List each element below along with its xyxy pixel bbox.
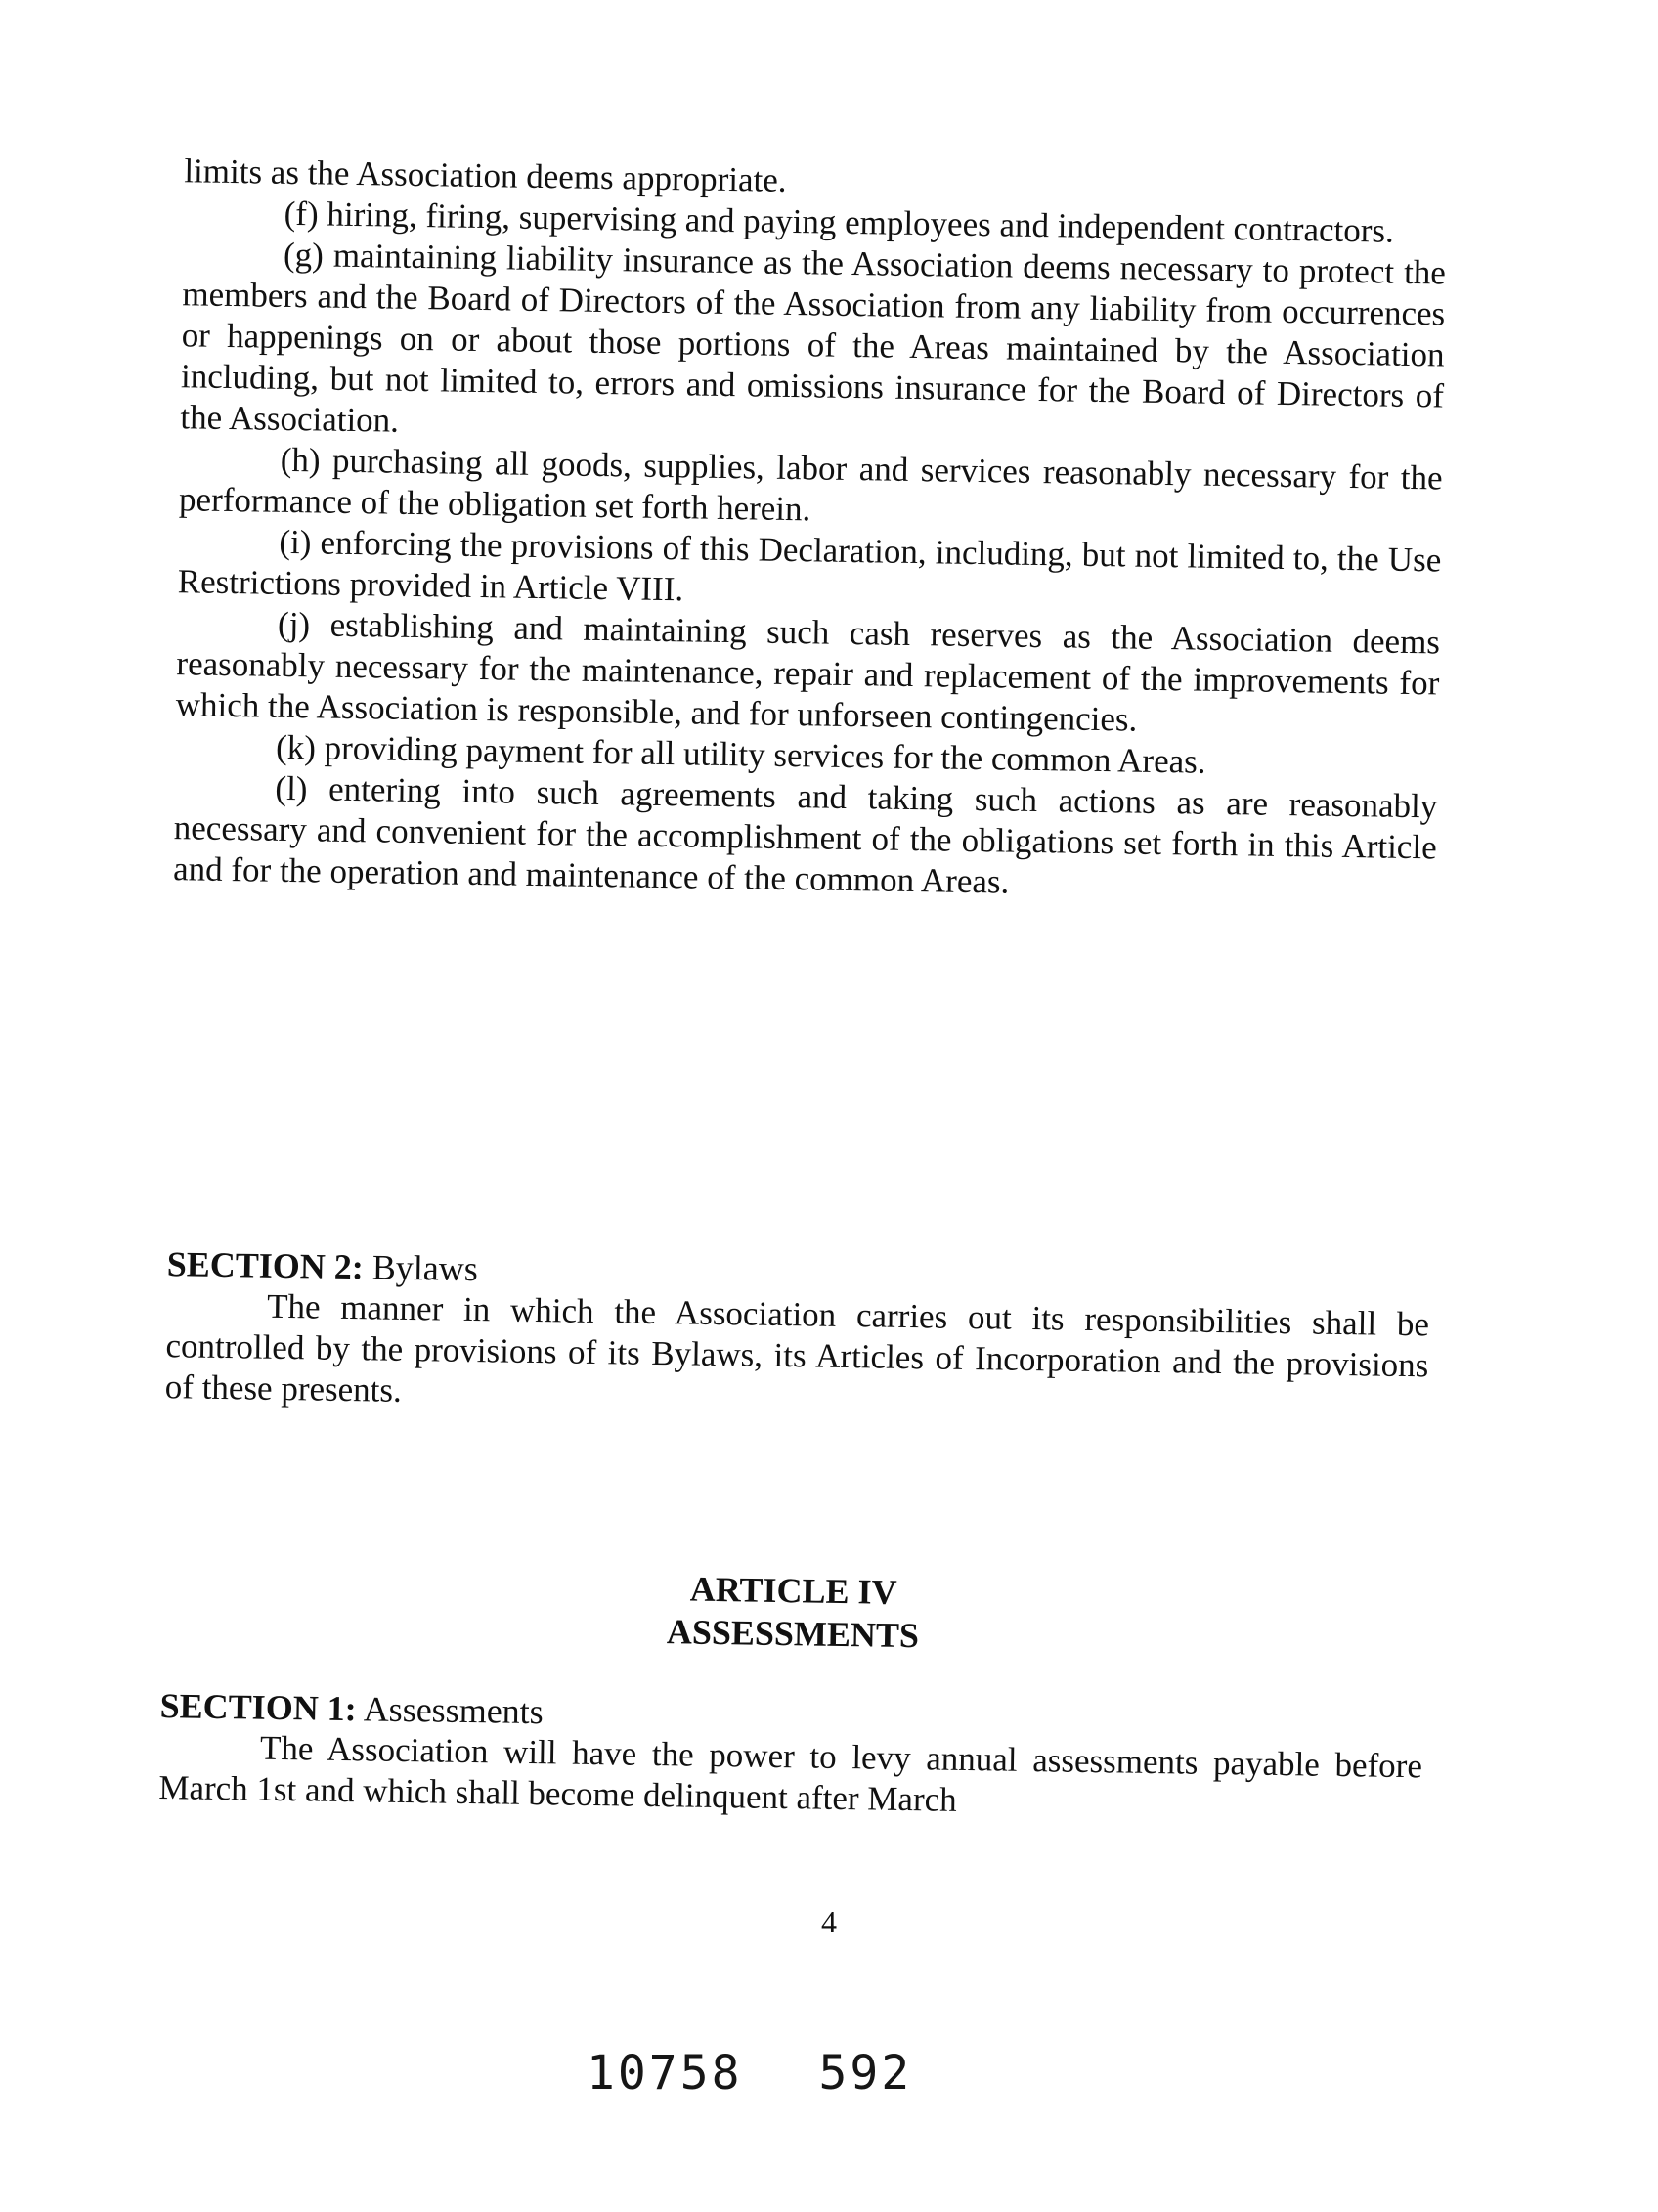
section-2-title: Bylaws	[371, 1247, 479, 1289]
paragraph-limits: limits as the Association deems appropriate.	[184, 152, 787, 199]
paragraph-g-insurance: (g) maintaining liability insurance as the Association deems necessary to protect the members and the Board of Directors of the Association from any liability from occurrences or happenings on or about those portions of the Areas maintained by the Association including, but not limited to, errors and omissions insurance for the Board of Directors of the Association.	[180, 235, 1447, 440]
section-1-title: Assessments	[363, 1689, 545, 1732]
page-number: 4	[821, 1904, 837, 1939]
paragraph-k-utilities: (k) providing payment for all utility services for the common Areas.	[275, 727, 1206, 781]
paragraph-j-reserves: (j) establishing and maintaining such cash reserves as the Association deems reasonably necessary for the maintenance, repair and replacement of the improvements for which the Association is responsible, and for unforseen contingencies.	[175, 604, 1441, 739]
paragraph-f-hiring: (f) hiring, firing, supervising and paying employees and independent contractors.	[284, 194, 1395, 250]
recording-stamp	[587, 2046, 912, 2101]
section-1-label: SECTION 1:	[159, 1686, 358, 1729]
paragraph-h-purchasing: (h) purchasing all goods, supplies, labor and services reasonably necessary for the performance of the obligation set forth herein.	[178, 440, 1443, 529]
recording-page-number: 592	[818, 2046, 913, 2101]
article-number: ARTICLE IV	[689, 1569, 897, 1612]
section-2-text: The manner in which the Association carries out its responsibilities shall be controlled by the provisions of its Bylaws, its Articles of Incorporation and the provisions of these presents.	[164, 1286, 1430, 1410]
paragraph-l-agreements: (l) entering into such agreements and taking such actions as are reasonably necessary and convenient for the accomplishment of the obligations set forth in this Article and for the operation and maintenance of the common Areas.	[172, 768, 1438, 901]
article-title: ASSESSMENTS	[666, 1612, 920, 1656]
recording-book-number: 10758	[587, 2046, 743, 2101]
paragraph-i-enforcing: (i) enforcing the provisions of this Declaration, including, but not limited to, the Use Restrictions provided in Article VIII.	[177, 522, 1442, 609]
article-iii-continuation	[173, 151, 1448, 909]
section-2-bylaws	[165, 1243, 1430, 1427]
section-1-assessments	[158, 1685, 1423, 1828]
section-1-text: The Association will have the power to levy annual assessments payable before March 1st and which shall become delinquent after March	[158, 1728, 1423, 1819]
article-heading	[161, 1559, 1425, 1665]
section-2-label: SECTION 2:	[166, 1244, 365, 1287]
